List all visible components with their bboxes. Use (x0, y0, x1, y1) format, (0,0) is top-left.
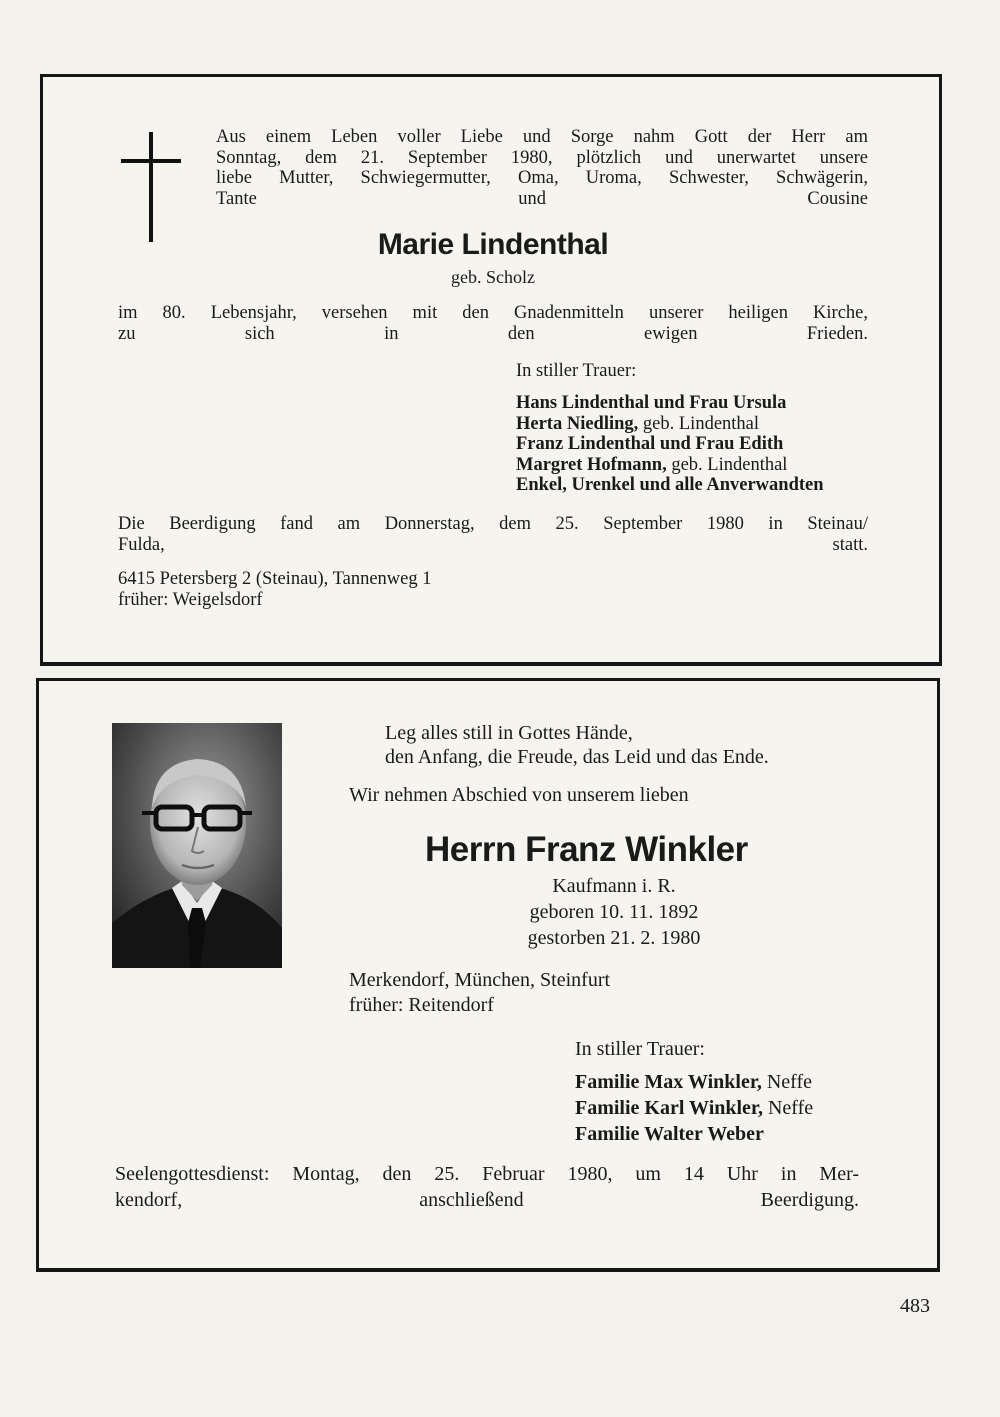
funeral-line: Die Beerdigung fand am Donnerstag, dem 25. September 1980 in Steinau/ (118, 514, 868, 534)
portrait-photo (112, 723, 282, 968)
deceased-name: Herrn Franz Winkler (425, 830, 748, 869)
address-line: früher: Weigelsdorf (118, 589, 263, 610)
intro-line: liebe Mutter, Schwiegermutter, Oma, Uroma, Schwester, Schwägerin, (216, 168, 868, 188)
page-number: 483 (900, 1295, 930, 1317)
detail-text (118, 303, 868, 344)
mourning-label: In stiller Trauer: (516, 361, 637, 381)
service-line: Seelengottesdienst: Montag, den 25. Februar 1980, um 14 Uhr in Mer- (115, 1163, 859, 1185)
farewell-line: Wir nehmen Abschied von unserem lieben (349, 784, 689, 806)
places (349, 968, 610, 1018)
obituary-notice-franz-winkler (36, 678, 940, 1272)
mourner-entry: Familie Max Winkler, Neffe (575, 1071, 813, 1093)
verse-line: den Anfang, die Freude, das Leid und das Ende. (385, 746, 769, 768)
obituary-notice-marie-lindenthal (40, 74, 942, 666)
deceased-details (349, 873, 879, 951)
mourners-list (575, 1069, 813, 1147)
service-text (115, 1161, 859, 1213)
mourner-entry: Herta Niedling, geb. Lindenthal (516, 413, 760, 434)
address-line: 6415 Petersberg 2 (Steinau), Tannenweg 1 (118, 569, 432, 589)
mourner-entry: Margret Hofmann, geb. Lindenthal (516, 454, 788, 475)
mourner-entry: Hans Lindenthal und Frau Ursula (516, 393, 787, 413)
places-line: Merkendorf, München, Steinfurt (349, 969, 611, 991)
cross-icon (121, 132, 181, 242)
service-line: kendorf, anschließend Beerdigung. (115, 1189, 859, 1211)
detail-line: im 80. Lebensjahr, versehen mit den Gnadenmitteln unserer heiligen Kirche, (118, 303, 868, 323)
funeral-text (118, 514, 868, 555)
birth-date: geboren 10. 11. 1892 (529, 901, 699, 923)
mourner-entry: Franz Lindenthal und Frau Edith (516, 434, 784, 455)
verse (385, 721, 769, 769)
intro-line: Aus einem Leben voller Liebe und Sorge nahm Gott der Herr am (216, 127, 868, 147)
intro-line: Sonntag, dem 21. September 1980, plötzlich und unerwartet unsere (216, 147, 868, 168)
address (118, 569, 431, 610)
mourner-entry: Familie Karl Winkler, Neffe (575, 1097, 814, 1119)
intro-line: Tante und Cousine (216, 188, 868, 209)
intro-text (216, 127, 868, 209)
death-date: gestorben 21. 2. 1980 (527, 927, 701, 949)
birth-name: geb. Scholz (451, 267, 535, 287)
mourning-label: In stiller Trauer: (575, 1038, 705, 1060)
detail-line: zu sich in den ewigen Frieden. (118, 323, 868, 344)
verse-line: Leg alles still in Gottes Hände, (385, 722, 633, 744)
funeral-line: Fulda, statt. (118, 534, 868, 555)
mourner-entry: Familie Walter Weber (575, 1123, 764, 1145)
profession: Kaufmann i. R. (552, 875, 676, 897)
formerly-line: früher: Reitendorf (349, 994, 494, 1016)
mourner-entry: Enkel, Urenkel und alle Anverwandten (516, 475, 824, 496)
mourners-list (516, 393, 824, 496)
deceased-name: Marie Lindenthal (377, 228, 609, 261)
